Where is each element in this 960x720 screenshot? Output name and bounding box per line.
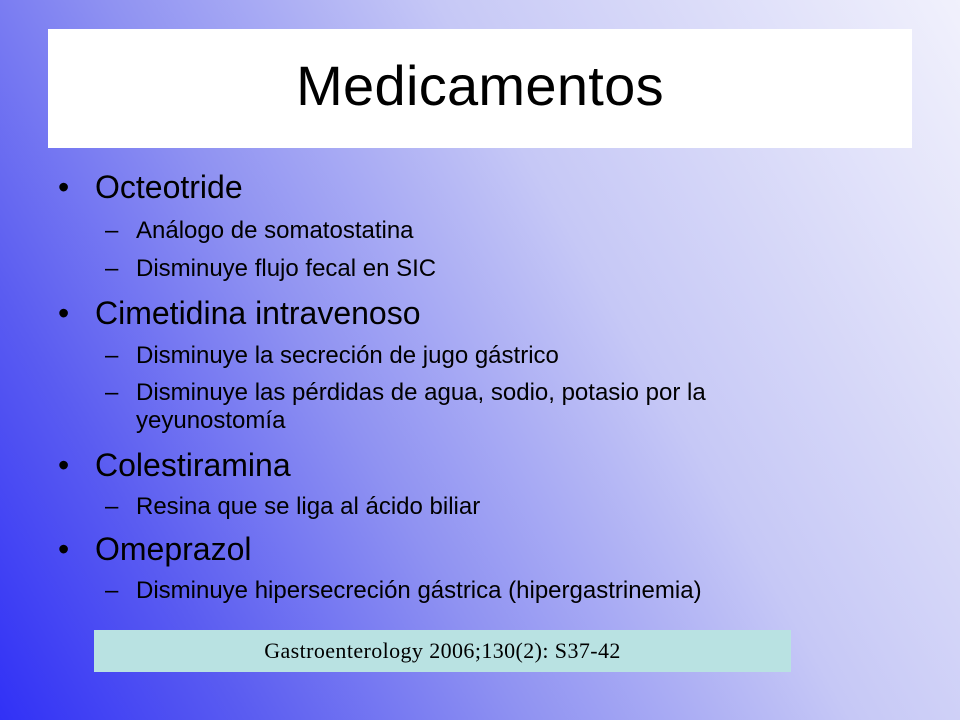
sub-item (105, 579, 702, 603)
slide-title: Medicamentos (296, 53, 664, 117)
dash-marker: – (105, 493, 119, 520)
bullet-item-omeprazol (58, 533, 252, 565)
bullet-label: Cimetidina intravenoso (95, 295, 421, 331)
sub-item-label: Resina que se liga al ácido biliar (136, 493, 481, 520)
sub-item (105, 381, 706, 405)
sub-item-continuation: yeyunostomía (136, 407, 286, 434)
sub-item (105, 219, 414, 243)
dash-marker: – (105, 255, 119, 282)
dash-marker: – (105, 577, 119, 604)
sub-item (105, 344, 559, 368)
citation-box (94, 630, 791, 672)
bullet-marker: • (58, 447, 70, 483)
bullet-marker: • (58, 169, 70, 205)
dash-marker: – (105, 342, 119, 369)
bullet-item-cimetidina (58, 297, 421, 329)
dash-marker: – (105, 217, 119, 244)
sub-item-label: Disminuye las pérdidas de agua, sodio, potasio por la (136, 379, 706, 406)
bullet-label: Omeprazol (95, 531, 252, 567)
sub-item (105, 257, 436, 281)
sub-item-label: Disminuye la secreción de jugo gástrico (136, 342, 559, 369)
dash-marker: – (105, 379, 119, 406)
bullet-item-colestiramina (58, 449, 291, 481)
sub-item-label: Disminuye hipersecreción gástrica (hipergastrinemia) (136, 577, 702, 604)
bullet-label: Octeotride (95, 169, 243, 205)
sub-item-label: Análogo de somatostatina (136, 217, 414, 244)
bullet-label: Colestiramina (95, 447, 291, 483)
bullet-marker: • (58, 295, 70, 331)
sub-item-label: Disminuye flujo fecal en SIC (136, 255, 437, 282)
sub-item (105, 495, 480, 519)
bullet-marker: • (58, 531, 70, 567)
bullet-item-octeotride (58, 171, 243, 203)
citation-text: Gastroenterology 2006;130(2): S37-42 (264, 638, 621, 663)
